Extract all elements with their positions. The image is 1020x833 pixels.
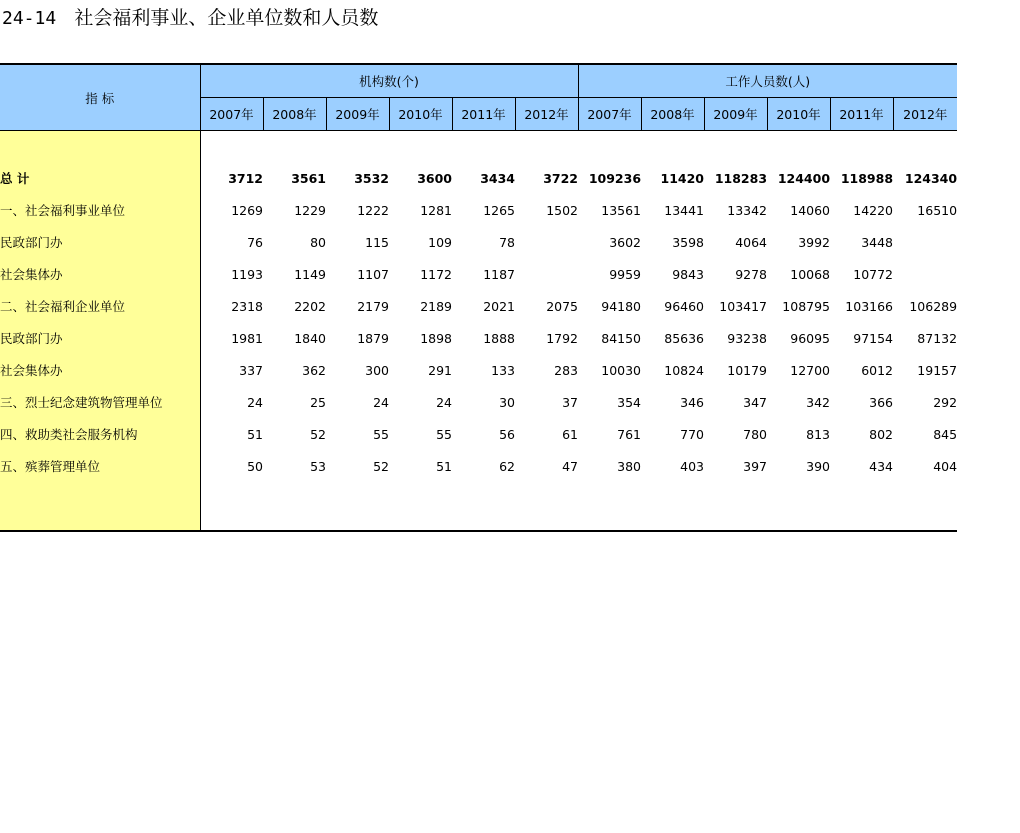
table-row bbox=[0, 322, 957, 354]
staff-count-cell: 3448 bbox=[861, 234, 894, 250]
institution-count-cell: 24 bbox=[247, 394, 263, 410]
institutions-header: 机构数(个) bbox=[200, 64, 578, 98]
staff-count-cell: 10824 bbox=[664, 362, 705, 378]
staff-count-cell: 9278 bbox=[735, 266, 768, 282]
staff-count-cell: 366 bbox=[869, 394, 894, 410]
staff-count-cell: 85636 bbox=[664, 330, 705, 346]
staff-count-cell: 780 bbox=[743, 426, 768, 442]
table-body bbox=[0, 131, 957, 532]
staff-count-cell: 16510 bbox=[917, 202, 958, 218]
institution-count-cell: 1187 bbox=[483, 266, 515, 282]
institution-count-cell: 283 bbox=[554, 362, 579, 378]
institution-count-cell: 24 bbox=[373, 394, 389, 410]
staff-count-cell: 770 bbox=[680, 426, 705, 442]
staff-count-cell: 390 bbox=[806, 458, 831, 474]
staff-count-cell: 3992 bbox=[798, 234, 831, 250]
row-label: 三、烈士纪念建筑物管理单位 bbox=[0, 386, 200, 418]
institution-count-cell: 3600 bbox=[417, 170, 452, 186]
staff-count-cell: 124340 bbox=[904, 170, 958, 186]
staff-count-cell: 13441 bbox=[664, 202, 705, 218]
institution-count-cell: 1898 bbox=[420, 330, 452, 346]
staff-count-cell: 10068 bbox=[790, 266, 831, 282]
year-header: 2009年 bbox=[704, 98, 767, 131]
row-label: 社会集体办 bbox=[0, 258, 200, 290]
staff-count-cell: 9843 bbox=[672, 266, 705, 282]
row-label: 五、殡葬管理单位 bbox=[0, 450, 200, 482]
institution-count-cell: 55 bbox=[373, 426, 389, 442]
staff-count-cell: 11420 bbox=[660, 170, 705, 186]
row-label: 一、社会福利事业单位 bbox=[0, 194, 200, 226]
institution-count-cell: 62 bbox=[499, 458, 515, 474]
institution-count-cell: 1879 bbox=[357, 330, 389, 346]
institution-count-cell: 1149 bbox=[294, 266, 326, 282]
institution-count-cell: 1229 bbox=[294, 202, 326, 218]
staff-count-cell: 96095 bbox=[790, 330, 831, 346]
row-label: 社会集体办 bbox=[0, 354, 200, 386]
institution-count-cell: 24 bbox=[436, 394, 452, 410]
institution-count-cell: 1502 bbox=[546, 202, 579, 218]
staff-count-cell: 9959 bbox=[609, 266, 642, 282]
year-header: 2010年 bbox=[389, 98, 452, 131]
staff-count-cell: 342 bbox=[806, 394, 831, 410]
staff-count-cell: 93238 bbox=[727, 330, 768, 346]
institution-count-cell: 37 bbox=[562, 394, 579, 410]
year-header: 2012年 bbox=[893, 98, 957, 131]
year-header: 2008年 bbox=[263, 98, 326, 131]
institution-count-cell: 3722 bbox=[543, 170, 579, 186]
institution-count-cell: 3561 bbox=[291, 170, 326, 186]
institution-count-cell: 2179 bbox=[357, 298, 389, 314]
institution-count-cell: 52 bbox=[373, 458, 389, 474]
staff-count-cell: 13342 bbox=[727, 202, 768, 218]
staff-count-cell: 19157 bbox=[917, 362, 958, 378]
row-label: 二、社会福利企业单位 bbox=[0, 290, 200, 322]
staff-count-cell: 347 bbox=[743, 394, 768, 410]
staff-count-cell: 397 bbox=[743, 458, 768, 474]
institution-count-cell: 1107 bbox=[357, 266, 389, 282]
institution-count-cell: 2021 bbox=[483, 298, 515, 314]
institution-count-cell: 25 bbox=[310, 394, 326, 410]
staff-count-cell: 10772 bbox=[853, 266, 894, 282]
staff-count-cell: 10179 bbox=[727, 362, 768, 378]
year-header: 2008年 bbox=[641, 98, 704, 131]
institution-count-cell: 55 bbox=[436, 426, 452, 442]
institution-count-cell bbox=[515, 258, 578, 290]
staff-count-cell: 3602 bbox=[609, 234, 642, 250]
staff-count-cell: 802 bbox=[869, 426, 894, 442]
staff-count-cell: 124400 bbox=[777, 170, 831, 186]
institution-count-cell: 61 bbox=[562, 426, 579, 442]
staff-count-cell: 87132 bbox=[917, 330, 958, 346]
staff-count-cell: 97154 bbox=[853, 330, 894, 346]
institution-count-cell: 2318 bbox=[231, 298, 263, 314]
staff-count-cell: 94180 bbox=[601, 298, 642, 314]
institution-count-cell: 1981 bbox=[231, 330, 263, 346]
institution-count-cell: 1265 bbox=[483, 202, 515, 218]
staff-count-cell: 14220 bbox=[853, 202, 894, 218]
institution-count-cell: 2075 bbox=[546, 298, 579, 314]
institution-count-cell: 80 bbox=[310, 234, 326, 250]
staff-count-cell: 404 bbox=[933, 458, 958, 474]
row-label: 民政部门办 bbox=[0, 322, 200, 354]
year-header: 2011年 bbox=[452, 98, 515, 131]
page-title bbox=[2, 6, 378, 31]
staff-count-cell bbox=[893, 258, 957, 290]
institution-count-cell: 56 bbox=[499, 426, 515, 442]
institution-count-cell: 51 bbox=[247, 426, 263, 442]
institution-count-cell bbox=[515, 226, 578, 258]
table-row bbox=[0, 194, 957, 226]
institution-count-cell: 300 bbox=[365, 362, 389, 378]
institution-count-cell: 1888 bbox=[483, 330, 515, 346]
institution-count-cell: 1792 bbox=[546, 330, 579, 346]
institution-count-cell: 47 bbox=[562, 458, 579, 474]
institution-count-cell: 1840 bbox=[294, 330, 326, 346]
staff-count-cell: 103166 bbox=[845, 298, 894, 314]
staff-count-cell: 3598 bbox=[672, 234, 705, 250]
staff-count-cell: 118283 bbox=[714, 170, 768, 186]
institution-count-cell: 1269 bbox=[231, 202, 263, 218]
institution-count-cell: 51 bbox=[436, 458, 452, 474]
staff-count-cell: 380 bbox=[617, 458, 642, 474]
institution-count-cell: 3712 bbox=[228, 170, 263, 186]
staff-count-cell bbox=[893, 226, 957, 258]
institution-count-cell: 1222 bbox=[357, 202, 389, 218]
institution-count-cell: 109 bbox=[428, 234, 452, 250]
institution-count-cell: 1281 bbox=[420, 202, 452, 218]
institution-count-cell: 1172 bbox=[420, 266, 452, 282]
table-row bbox=[0, 354, 957, 386]
institution-count-cell: 133 bbox=[491, 362, 515, 378]
staff-count-cell: 354 bbox=[617, 394, 642, 410]
institution-count-cell: 291 bbox=[428, 362, 452, 378]
year-header: 2007年 bbox=[578, 98, 641, 131]
row-label: 民政部门办 bbox=[0, 226, 200, 258]
institution-count-cell: 115 bbox=[365, 234, 389, 250]
table-row bbox=[0, 386, 957, 418]
staff-count-cell: 106289 bbox=[909, 298, 958, 314]
staff-count-cell: 13561 bbox=[601, 202, 642, 218]
year-header: 2007年 bbox=[200, 98, 263, 131]
staff-count-cell: 434 bbox=[869, 458, 894, 474]
institution-count-cell: 3434 bbox=[480, 170, 515, 186]
table-row bbox=[0, 258, 957, 290]
institution-count-cell: 30 bbox=[499, 394, 515, 410]
staff-count-cell: 6012 bbox=[861, 362, 894, 378]
institution-count-cell: 1193 bbox=[231, 266, 263, 282]
staff-count-cell: 10030 bbox=[601, 362, 642, 378]
institution-count-cell: 3532 bbox=[354, 170, 389, 186]
indicator-header: 指 标 bbox=[0, 64, 200, 131]
institution-count-cell: 78 bbox=[499, 234, 515, 250]
staff-count-cell: 118988 bbox=[840, 170, 894, 186]
table-end-row bbox=[0, 482, 957, 531]
year-header: 2011年 bbox=[830, 98, 893, 131]
spacer-row bbox=[0, 131, 957, 163]
table-row bbox=[0, 450, 957, 482]
institution-count-cell: 50 bbox=[247, 458, 263, 474]
staff-count-cell: 813 bbox=[806, 426, 831, 442]
institution-count-cell: 53 bbox=[310, 458, 326, 474]
staff-count-cell: 761 bbox=[617, 426, 642, 442]
institution-count-cell: 362 bbox=[302, 362, 326, 378]
staff-header: 工作人员数(人) bbox=[578, 64, 957, 98]
staff-count-cell: 108795 bbox=[782, 298, 831, 314]
table-title: 社会福利事业、企业单位数和人员数 bbox=[74, 7, 379, 29]
staff-count-cell: 346 bbox=[680, 394, 705, 410]
institution-count-cell: 2202 bbox=[294, 298, 326, 314]
staff-count-cell: 84150 bbox=[601, 330, 642, 346]
staff-count-cell: 109236 bbox=[588, 170, 642, 186]
institution-count-cell: 2189 bbox=[420, 298, 452, 314]
institution-count-cell: 76 bbox=[247, 234, 263, 250]
staff-count-cell: 4064 bbox=[735, 234, 768, 250]
table-row bbox=[0, 290, 957, 322]
institution-count-cell: 337 bbox=[239, 362, 263, 378]
table-row bbox=[0, 226, 957, 258]
row-label: 四、救助类社会服务机构 bbox=[0, 418, 200, 450]
year-header: 2010年 bbox=[767, 98, 830, 131]
year-header: 2012年 bbox=[515, 98, 578, 131]
staff-count-cell: 845 bbox=[933, 426, 958, 442]
table-code: 24-14 bbox=[2, 8, 57, 29]
table-row bbox=[0, 418, 957, 450]
year-header: 2009年 bbox=[326, 98, 389, 131]
table-row bbox=[0, 162, 957, 194]
staff-count-cell: 103417 bbox=[719, 298, 768, 314]
staff-count-cell: 12700 bbox=[790, 362, 831, 378]
institution-count-cell: 52 bbox=[310, 426, 326, 442]
staff-count-cell: 292 bbox=[933, 394, 958, 410]
staff-count-cell: 14060 bbox=[790, 202, 831, 218]
staff-count-cell: 96460 bbox=[664, 298, 705, 314]
row-label: 总 计 bbox=[0, 162, 200, 194]
staff-count-cell: 403 bbox=[680, 458, 705, 474]
data-table bbox=[0, 63, 957, 532]
